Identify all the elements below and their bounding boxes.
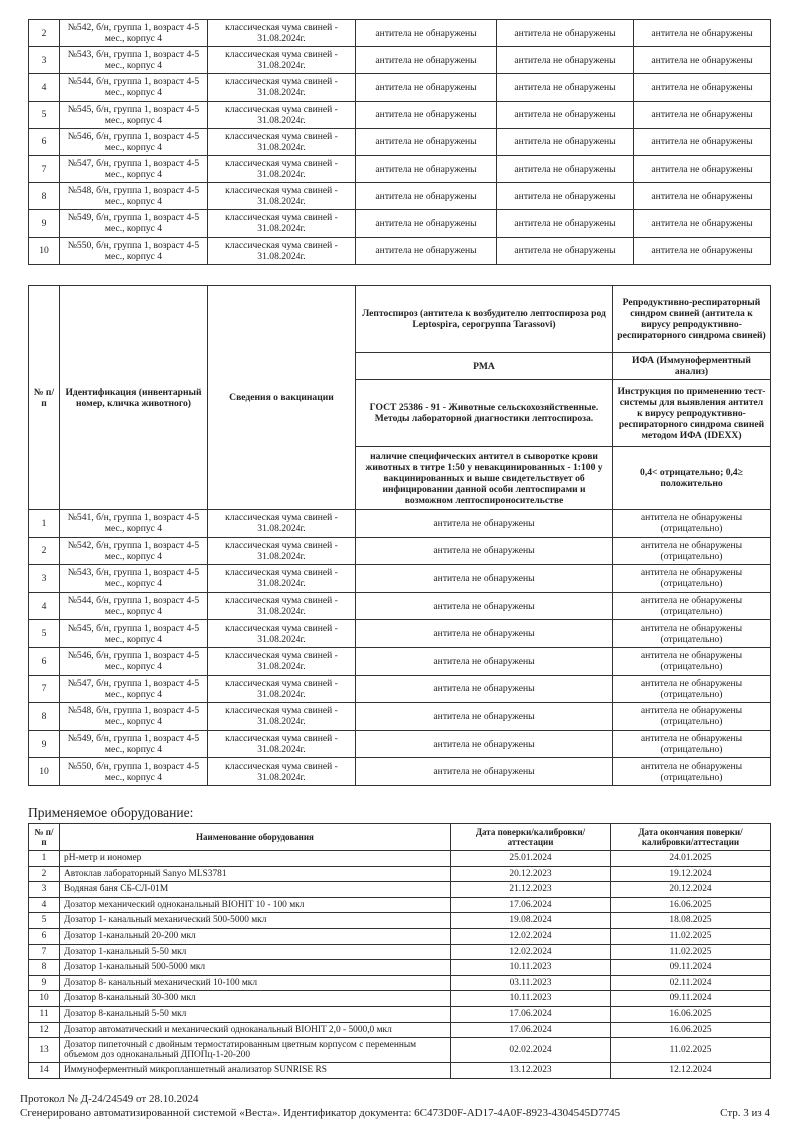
equipment-cell-name: pH-метр и иономер	[60, 851, 451, 867]
equipment-cell-date-check: 19.08.2024	[451, 913, 611, 929]
cell-vacc: классическая чума свиней - 31.08.2024г.	[208, 183, 356, 210]
equipment-row	[29, 975, 771, 991]
cell-r1: антитела не обнаружены	[356, 592, 613, 620]
equipment-section-title: Применяемое оборудование:	[28, 805, 194, 820]
cell-r3: антитела не обнаружены	[634, 128, 771, 155]
cell-id: №541, б/н, группа 1, возраст 4-5 мес., корпус 4	[60, 510, 208, 538]
equipment-cell-num: 7	[29, 944, 60, 960]
cell-vacc: классическая чума свиней - 31.08.2024г.	[208, 758, 356, 786]
equipment-cell-date-end: 11.02.2025	[611, 944, 771, 960]
cell-vacc: классическая чума свиней - 31.08.2024г.	[208, 592, 356, 620]
equipment-row	[29, 960, 771, 976]
cell-r2: антитела не обнаружены	[497, 210, 634, 237]
header-num: № п/п	[29, 286, 60, 510]
cell-id: №544, б/н, группа 1, возраст 4-5 мес., корпус 4	[60, 592, 208, 620]
equipment-cell-date-check: 12.02.2024	[451, 928, 611, 944]
cell-r1: антитела не обнаружены	[356, 155, 497, 182]
equipment-cell-name: Дозатор 8- канальный механический 10-100 мкл	[60, 975, 451, 991]
cell-r1: антитела не обнаружены	[356, 74, 497, 101]
equipment-cell-date-check: 17.06.2024	[451, 1022, 611, 1038]
cell-id: №549, б/н, группа 1, возраст 4-5 мес., корпус 4	[60, 730, 208, 758]
cell-r1: антитела не обнаружены	[356, 730, 613, 758]
equipment-cell-num: 5	[29, 913, 60, 929]
equipment-cell-num: 1	[29, 851, 60, 867]
equipment-cell-date-check: 10.11.2023	[451, 960, 611, 976]
cell-id: №548, б/н, группа 1, возраст 4-5 мес., корпус 4	[60, 183, 208, 210]
equipment-cell-name: Дозатор 1-канальный 5-50 мкл	[60, 944, 451, 960]
equipment-header-name: Наименование оборудования	[60, 824, 451, 851]
cell-num: 6	[29, 128, 60, 155]
table-row	[29, 101, 771, 128]
cell-num: 10	[29, 237, 60, 264]
table-row	[29, 758, 771, 786]
cell-r1: антитела не обнаружены	[356, 703, 613, 731]
equipment-cell-num: 4	[29, 897, 60, 913]
cell-num: 5	[29, 101, 60, 128]
equipment-cell-num: 3	[29, 882, 60, 898]
header-identification: Идентификация (инвентарный номер, кличка животного)	[60, 286, 208, 510]
cell-num: 3	[29, 565, 60, 593]
equipment-cell-date-end: 12.12.2024	[611, 1063, 771, 1079]
equipment-table-body	[29, 851, 771, 1079]
table-row	[29, 703, 771, 731]
equipment-cell-date-end: 18.08.2025	[611, 913, 771, 929]
cell-r3: антитела не обнаружены	[634, 74, 771, 101]
cell-vacc: классическая чума свиней - 31.08.2024г.	[208, 155, 356, 182]
cell-vacc: классическая чума свиней - 31.08.2024г.	[208, 47, 356, 74]
cell-r2: антитела не обнаружены	[497, 74, 634, 101]
cell-id: №547, б/н, группа 1, возраст 4-5 мес., корпус 4	[60, 155, 208, 182]
header-method-rma: РМА	[356, 353, 613, 380]
cell-r1: антитела не обнаружены	[356, 47, 497, 74]
cell-vacc: классическая чума свиней - 31.08.2024г.	[208, 237, 356, 264]
equipment-cell-date-check: 03.11.2023	[451, 975, 611, 991]
footer-page-number: Стр. 3 из 4	[720, 1107, 770, 1119]
equipment-cell-num: 11	[29, 1006, 60, 1022]
table-row	[29, 510, 771, 538]
cell-r3: антитела не обнаружены	[634, 47, 771, 74]
equipment-cell-name: Дозатор механический одноканальный BIOHIT 10 - 100 мкл	[60, 897, 451, 913]
cell-num: 1	[29, 510, 60, 538]
equipment-cell-date-check: 17.06.2024	[451, 1006, 611, 1022]
equipment-header-date-end: Дата окончания поверки/калибровки/аттестации	[611, 824, 771, 851]
equipment-table	[28, 823, 771, 1079]
lepto-prrs-table	[28, 285, 771, 786]
equipment-row	[29, 928, 771, 944]
cell-r1: антитела не обнаружены	[356, 183, 497, 210]
cell-r3: антитела не обнаружены	[634, 101, 771, 128]
cell-num: 9	[29, 210, 60, 237]
table-row	[29, 183, 771, 210]
equipment-cell-num: 10	[29, 991, 60, 1007]
lepto-prrs-table-body	[29, 510, 771, 786]
equipment-cell-name: Водяная баня СБ-СЛ-01М	[60, 882, 451, 898]
cell-r2: антитела не обнаружены (отрицательно)	[613, 758, 771, 786]
cell-r1: антитела не обнаружены	[356, 647, 613, 675]
results-table-continued	[28, 19, 771, 265]
footer-protocol: Протокол № Д-24/24549 от 28.10.2024	[20, 1093, 199, 1105]
cell-num: 4	[29, 592, 60, 620]
results-table-body	[29, 20, 771, 265]
equipment-cell-num: 2	[29, 866, 60, 882]
header-criteria-prrs: 0,4< отрицательно; 0,4≥ положительно	[613, 447, 771, 510]
equipment-cell-num: 12	[29, 1022, 60, 1038]
cell-num: 6	[29, 647, 60, 675]
equipment-cell-name: Дозатор автоматический и механический одноканальный BIOHIT 2,0 - 5000,0 мкл	[60, 1022, 451, 1038]
cell-id: №546, б/н, группа 1, возраст 4-5 мес., корпус 4	[60, 128, 208, 155]
cell-r1: антитела не обнаружены	[356, 20, 497, 47]
cell-num: 7	[29, 675, 60, 703]
equipment-cell-name: Дозатор 1-канальный 500-5000 мкл	[60, 960, 451, 976]
cell-r3: антитела не обнаружены	[634, 237, 771, 264]
cell-num: 8	[29, 183, 60, 210]
cell-vacc: классическая чума свиней - 31.08.2024г.	[208, 20, 356, 47]
cell-r1: антитела не обнаружены	[356, 758, 613, 786]
equipment-cell-date-end: 09.11.2024	[611, 960, 771, 976]
cell-vacc: классическая чума свиней - 31.08.2024г.	[208, 510, 356, 538]
equipment-cell-date-check: 12.02.2024	[451, 944, 611, 960]
equipment-cell-date-check: 10.11.2023	[451, 991, 611, 1007]
equipment-row	[29, 991, 771, 1007]
table-row	[29, 675, 771, 703]
table-row	[29, 210, 771, 237]
cell-r2: антитела не обнаружены	[497, 128, 634, 155]
equipment-cell-date-end: 16.06.2025	[611, 1022, 771, 1038]
cell-vacc: классическая чума свиней - 31.08.2024г.	[208, 565, 356, 593]
table-row	[29, 537, 771, 565]
equipment-cell-num: 6	[29, 928, 60, 944]
cell-r2: антитела не обнаружены	[497, 155, 634, 182]
cell-id: №543, б/н, группа 1, возраст 4-5 мес., корпус 4	[60, 565, 208, 593]
cell-vacc: классическая чума свиней - 31.08.2024г.	[208, 703, 356, 731]
equipment-row	[29, 944, 771, 960]
cell-r2: антитела не обнаружены (отрицательно)	[613, 703, 771, 731]
cell-r1: антитела не обнаружены	[356, 565, 613, 593]
equipment-cell-date-end: 20.12.2024	[611, 882, 771, 898]
cell-num: 9	[29, 730, 60, 758]
header-disease-prrs: Репродуктивно-респираторный синдром свиней (антитела к вирусу репродуктивно-респираторного синдрома свиней)	[613, 286, 771, 353]
equipment-cell-name: Дозатор 8-канальный 5-50 мкл	[60, 1006, 451, 1022]
cell-vacc: классическая чума свиней - 31.08.2024г.	[208, 128, 356, 155]
cell-r1: антитела не обнаружены	[356, 510, 613, 538]
equipment-row	[29, 1063, 771, 1079]
cell-vacc: классическая чума свиней - 31.08.2024г.	[208, 647, 356, 675]
cell-id: №547, б/н, группа 1, возраст 4-5 мес., корпус 4	[60, 675, 208, 703]
equipment-row	[29, 897, 771, 913]
cell-r2: антитела не обнаружены (отрицательно)	[613, 565, 771, 593]
cell-r1: антитела не обнаружены	[356, 237, 497, 264]
equipment-cell-date-check: 21.12.2023	[451, 882, 611, 898]
equipment-cell-date-end: 11.02.2025	[611, 928, 771, 944]
cell-vacc: классическая чума свиней - 31.08.2024г.	[208, 537, 356, 565]
cell-vacc: классическая чума свиней - 31.08.2024г.	[208, 730, 356, 758]
header-vaccination: Сведения о вакцинации	[208, 286, 356, 510]
cell-num: 2	[29, 20, 60, 47]
equipment-cell-date-end: 16.06.2025	[611, 1006, 771, 1022]
cell-id: №545, б/н, группа 1, возраст 4-5 мес., корпус 4	[60, 620, 208, 648]
cell-r2: антитела не обнаружены	[497, 101, 634, 128]
cell-vacc: классическая чума свиней - 31.08.2024г.	[208, 210, 356, 237]
footer-generated: Сгенерировано автоматизированной системой «Веста». Идентификатор документа: 6C473D0F-AD17-4A0F-8923-4304545D7745	[20, 1107, 621, 1119]
equipment-cell-name: Иммуноферментный микропланшетный анализатор SUNRISE RS	[60, 1063, 451, 1079]
header-normdoc-idexx: Инструкция по применению тест-системы для выявления антител к вирусу репродуктивно-респираторного синдрома свиней методом ИФА (IDEXX)	[613, 380, 771, 447]
equipment-cell-num: 13	[29, 1038, 60, 1063]
cell-r2: антитела не обнаружены (отрицательно)	[613, 620, 771, 648]
cell-r1: антитела не обнаружены	[356, 537, 613, 565]
table-row	[29, 47, 771, 74]
table-row	[29, 20, 771, 47]
equipment-cell-num: 8	[29, 960, 60, 976]
header-method-ifa: ИФА (Иммуноферментный анализ)	[613, 353, 771, 380]
cell-num: 8	[29, 703, 60, 731]
equipment-cell-name: Дозатор 8-канальный 30-300 мкл	[60, 991, 451, 1007]
equipment-cell-date-check: 25.01.2024	[451, 851, 611, 867]
cell-id: №550, б/н, группа 1, возраст 4-5 мес., корпус 4	[60, 237, 208, 264]
cell-num: 3	[29, 47, 60, 74]
equipment-row	[29, 1006, 771, 1022]
cell-id: №546, б/н, группа 1, возраст 4-5 мес., корпус 4	[60, 647, 208, 675]
cell-vacc: классическая чума свиней - 31.08.2024г.	[208, 620, 356, 648]
equipment-header-num: № п/п	[29, 824, 60, 851]
equipment-row	[29, 866, 771, 882]
equipment-cell-date-end: 09.11.2024	[611, 991, 771, 1007]
header-normdoc-gost: ГОСТ 25386 - 91 - Животные сельскохозяйственные. Методы лабораторной диагностики лептоспироза.	[356, 380, 613, 447]
equipment-cell-date-check: 17.06.2024	[451, 897, 611, 913]
cell-id: №542, б/н, группа 1, возраст 4-5 мес., корпус 4	[60, 537, 208, 565]
cell-r1: антитела не обнаружены	[356, 101, 497, 128]
equipment-row	[29, 1038, 771, 1063]
header-criteria-lepto: наличие специфических антител в сыворотке крови животных в титре 1:50 у невакцинированных - 1:100 у вакцинированных и выше свидетельствует об инфицировании данной особи лептоспирами и возможном лептоспироносительстве	[356, 447, 613, 510]
cell-num: 2	[29, 537, 60, 565]
equipment-row	[29, 913, 771, 929]
cell-r2: антитела не обнаружены	[497, 183, 634, 210]
table-row	[29, 237, 771, 264]
equipment-cell-date-end: 02.11.2024	[611, 975, 771, 991]
equipment-cell-date-check: 02.02.2024	[451, 1038, 611, 1063]
cell-id: №542, б/н, группа 1, возраст 4-5 мес., корпус 4	[60, 20, 208, 47]
equipment-cell-num: 9	[29, 975, 60, 991]
cell-r2: антитела не обнаружены	[497, 237, 634, 264]
cell-id: №545, б/н, группа 1, возраст 4-5 мес., корпус 4	[60, 101, 208, 128]
cell-r3: антитела не обнаружены	[634, 155, 771, 182]
equipment-header-date-check: Дата поверки/калибровки/аттестации	[451, 824, 611, 851]
cell-r2: антитела не обнаружены	[497, 47, 634, 74]
equipment-row	[29, 882, 771, 898]
equipment-cell-date-end: 16.06.2025	[611, 897, 771, 913]
cell-r2: антитела не обнаружены (отрицательно)	[613, 730, 771, 758]
equipment-cell-date-check: 20.12.2023	[451, 866, 611, 882]
equipment-row	[29, 851, 771, 867]
table-row	[29, 730, 771, 758]
cell-r1: антитела не обнаружены	[356, 128, 497, 155]
cell-r3: антитела не обнаружены	[634, 183, 771, 210]
table-row	[29, 620, 771, 648]
cell-vacc: классическая чума свиней - 31.08.2024г.	[208, 675, 356, 703]
header-disease-leptospirosis: Лептоспироз (антитела к возбудителю лептоспироза род Leptospira, серогруппа Tarassovi)	[356, 286, 613, 353]
equipment-cell-name: Дозатор пипеточный с двойным термостатированным цветным корпусом с переменным объемом доз одноканальный ДПОПц-1-20-200	[60, 1038, 451, 1063]
cell-num: 10	[29, 758, 60, 786]
table-row	[29, 128, 771, 155]
cell-r1: антитела не обнаружены	[356, 620, 613, 648]
cell-r3: антитела не обнаружены	[634, 20, 771, 47]
cell-r2: антитела не обнаружены (отрицательно)	[613, 675, 771, 703]
cell-r1: антитела не обнаружены	[356, 210, 497, 237]
equipment-cell-date-check: 13.12.2023	[451, 1063, 611, 1079]
cell-num: 5	[29, 620, 60, 648]
equipment-cell-num: 14	[29, 1063, 60, 1079]
table-row	[29, 565, 771, 593]
cell-num: 7	[29, 155, 60, 182]
cell-r2: антитела не обнаружены (отрицательно)	[613, 592, 771, 620]
equipment-cell-name: Автоклав лабораторный Sanyo MLS3781	[60, 866, 451, 882]
cell-r2: антитела не обнаружены	[497, 20, 634, 47]
cell-r2: антитела не обнаружены (отрицательно)	[613, 537, 771, 565]
cell-vacc: классическая чума свиней - 31.08.2024г.	[208, 74, 356, 101]
equipment-cell-date-end: 19.12.2024	[611, 866, 771, 882]
equipment-row	[29, 1022, 771, 1038]
cell-id: №543, б/н, группа 1, возраст 4-5 мес., корпус 4	[60, 47, 208, 74]
cell-r3: антитела не обнаружены	[634, 210, 771, 237]
cell-r1: антитела не обнаружены	[356, 675, 613, 703]
cell-id: №544, б/н, группа 1, возраст 4-5 мес., корпус 4	[60, 74, 208, 101]
cell-r2: антитела не обнаружены (отрицательно)	[613, 510, 771, 538]
equipment-cell-date-end: 11.02.2025	[611, 1038, 771, 1063]
cell-vacc: классическая чума свиней - 31.08.2024г.	[208, 101, 356, 128]
table-row	[29, 155, 771, 182]
cell-num: 4	[29, 74, 60, 101]
cell-id: №550, б/н, группа 1, возраст 4-5 мес., корпус 4	[60, 758, 208, 786]
cell-r2: антитела не обнаружены (отрицательно)	[613, 647, 771, 675]
equipment-cell-name: Дозатор 1-канальный 20-200 мкл	[60, 928, 451, 944]
table-row	[29, 647, 771, 675]
table-row	[29, 592, 771, 620]
table-row	[29, 74, 771, 101]
cell-id: №549, б/н, группа 1, возраст 4-5 мес., корпус 4	[60, 210, 208, 237]
equipment-cell-date-end: 24.01.2025	[611, 851, 771, 867]
equipment-cell-name: Дозатор 1- канальный механический 500-5000 мкл	[60, 913, 451, 929]
cell-id: №548, б/н, группа 1, возраст 4-5 мес., корпус 4	[60, 703, 208, 731]
